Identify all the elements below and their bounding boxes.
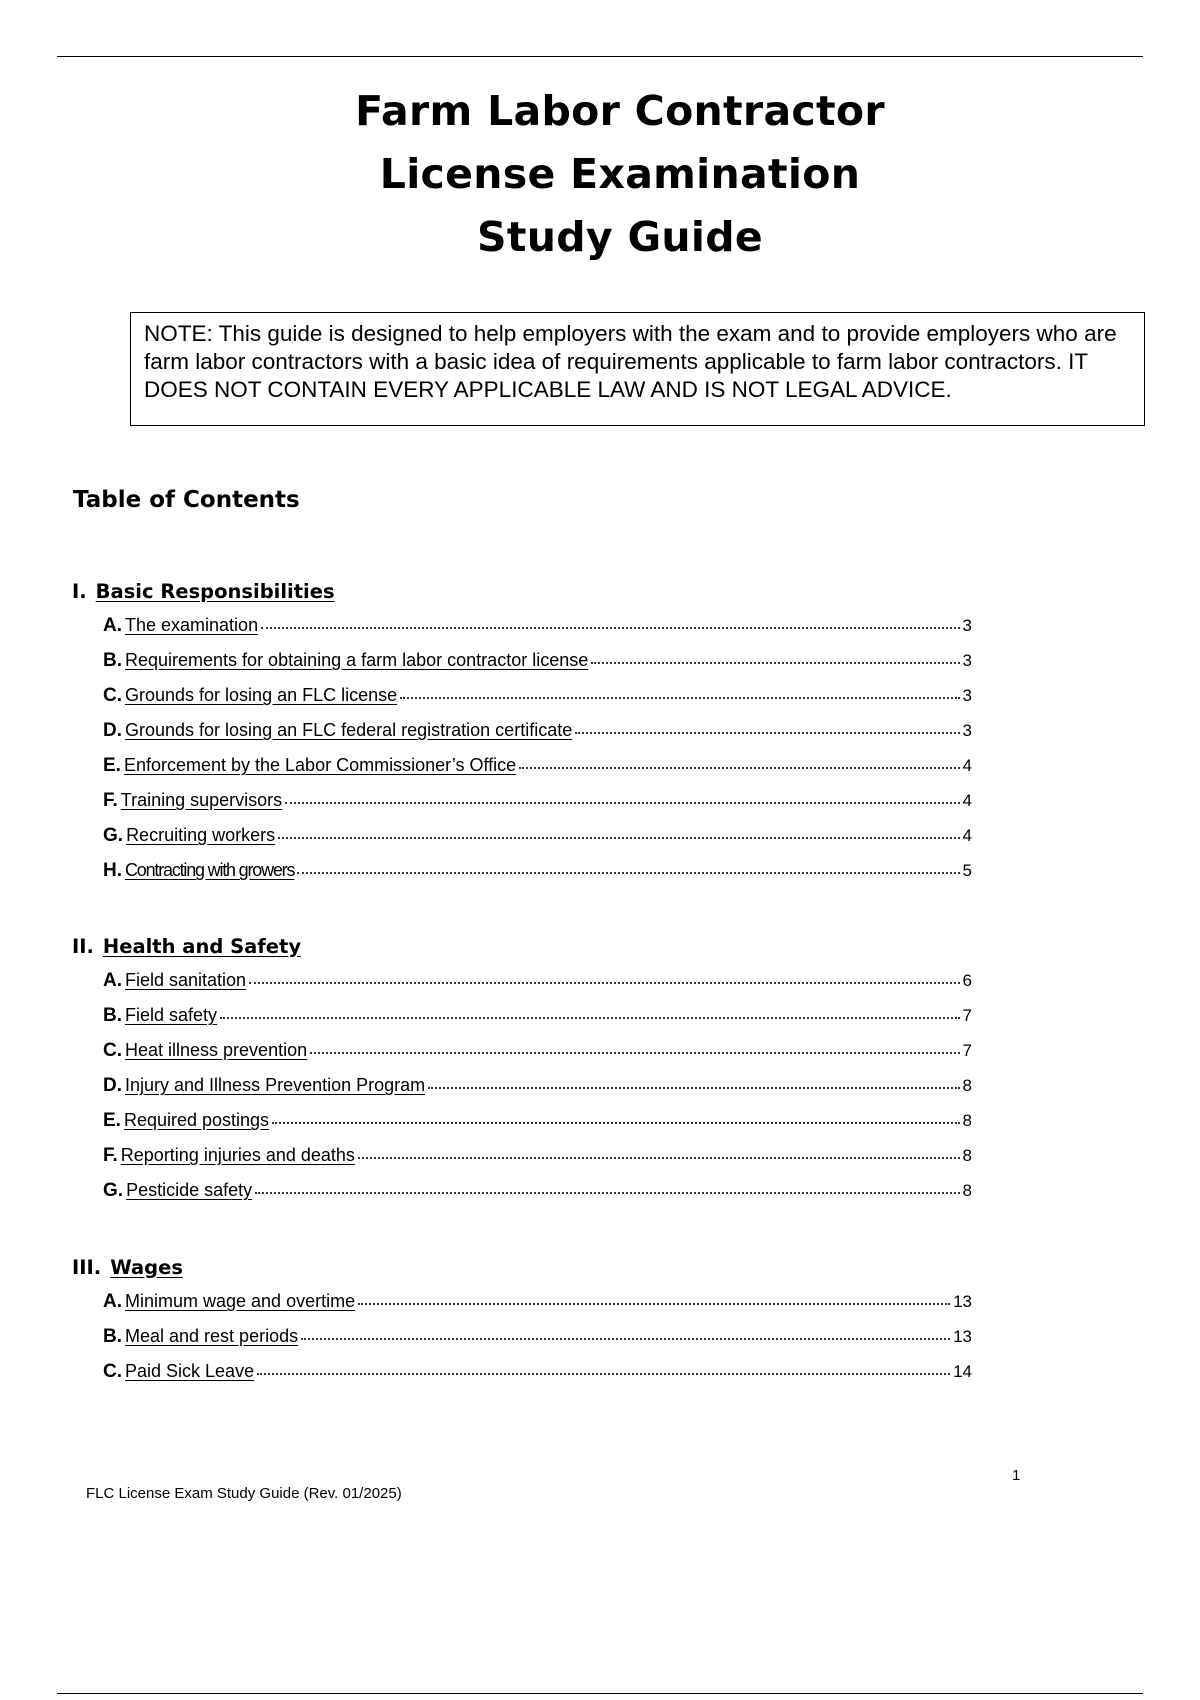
entry-page: 3 (962, 651, 972, 670)
dot-leader (428, 1087, 959, 1089)
entry-link[interactable]: The examination (125, 615, 259, 635)
entry-page: 8 (962, 1076, 972, 1095)
entry-letter: D. (103, 1075, 122, 1096)
toc-section-health-and-safety (72, 929, 972, 1208)
section-title (72, 929, 972, 963)
section-numeral: III. (72, 1255, 102, 1279)
dot-leader (400, 697, 959, 699)
toc-entry[interactable] (103, 963, 972, 998)
entry-page: 3 (962, 686, 972, 705)
entry-page: 7 (962, 1006, 972, 1025)
entry-letter: D. (103, 720, 122, 741)
entry-link[interactable]: Requirements for obtaining a farm labor contractor license (125, 650, 589, 670)
entry-page: 8 (962, 1146, 972, 1165)
entry-page: 4 (962, 791, 972, 810)
entry-letter: F. (103, 790, 118, 811)
toc-entry[interactable] (103, 1284, 972, 1319)
entry-link[interactable]: Injury and Illness Prevention Program (125, 1075, 426, 1095)
dot-leader (358, 1157, 960, 1159)
entry-page: 6 (962, 971, 972, 990)
dot-leader (358, 1303, 950, 1305)
page-number: 1 (1012, 1467, 1021, 1484)
entry-letter: H. (103, 860, 122, 881)
toc-entry[interactable] (103, 1068, 972, 1103)
entry-page: 4 (962, 756, 972, 775)
toc-entry[interactable] (103, 713, 972, 748)
entry-letter: B. (103, 1326, 122, 1347)
entry-page: 14 (953, 1362, 972, 1381)
entry-link[interactable]: Reporting injuries and deaths (120, 1145, 355, 1165)
toc-entry[interactable] (103, 1319, 972, 1354)
dot-leader (591, 662, 959, 664)
toc-entry[interactable] (103, 1103, 972, 1138)
entry-link[interactable]: Grounds for losing an FLC license (125, 685, 398, 705)
dot-leader (220, 1017, 959, 1019)
entry-letter: B. (103, 1005, 122, 1026)
entry-link[interactable]: Field safety (125, 1005, 218, 1025)
section-numeral: II. (72, 934, 94, 958)
document-title (0, 80, 1200, 269)
entry-link[interactable]: Field sanitation (125, 970, 247, 990)
entry-page: 7 (962, 1041, 972, 1060)
entry-link[interactable]: Grounds for losing an FLC federal registration certificate (125, 720, 573, 740)
entry-link[interactable]: Recruiting workers (126, 825, 276, 845)
section-link[interactable]: Health and Safety (102, 934, 302, 958)
top-rule (57, 56, 1143, 57)
entry-letter: A. (103, 970, 122, 991)
entry-link[interactable]: Training supervisors (120, 790, 283, 810)
entry-page: 13 (953, 1327, 972, 1346)
entry-link[interactable]: Meal and rest periods (125, 1326, 299, 1346)
section-title (72, 574, 972, 608)
entry-letter: C. (103, 1040, 122, 1061)
toc-entry[interactable] (103, 853, 972, 888)
entry-page: 3 (962, 616, 972, 635)
footer-text: FLC License Exam Study Guide (Rev. 01/2025) (86, 1485, 402, 1502)
entry-page: 8 (962, 1111, 972, 1130)
entry-link[interactable]: Minimum wage and overtime (125, 1291, 356, 1311)
entry-letter: B. (103, 650, 122, 671)
entry-letter: F. (103, 1145, 118, 1166)
entry-page: 4 (962, 826, 972, 845)
dot-leader (255, 1192, 959, 1194)
entry-letter: G. (103, 825, 124, 846)
dot-leader (261, 627, 959, 629)
entry-letter: A. (103, 615, 122, 636)
toc-entry[interactable] (103, 998, 972, 1033)
entry-letter: G. (103, 1180, 124, 1201)
entry-link[interactable]: Pesticide safety (126, 1180, 253, 1200)
entry-page: 3 (962, 721, 972, 740)
title-line-2: License Examination (379, 150, 861, 198)
toc-entry[interactable] (103, 1173, 972, 1208)
toc-section-basic-responsibilities (72, 574, 972, 888)
dot-leader (249, 982, 959, 984)
toc-entry[interactable] (103, 1354, 972, 1389)
disclaimer-note: NOTE: This guide is designed to help employers with the exam and to provide employers who are farm labor contractors with a basic idea of requirements applicable to farm labor contractors. IT DOES NOT CONTAIN EVERY APPLICABLE LAW AND IS NOT LEGAL ADVICE. (130, 312, 1145, 426)
entry-page: 13 (953, 1292, 972, 1311)
entry-link[interactable]: Contracting with growers (125, 860, 295, 880)
entry-link[interactable]: Required postings (123, 1110, 270, 1130)
dot-leader (278, 837, 959, 839)
section-link[interactable]: Wages (110, 1255, 183, 1279)
entry-page: 8 (962, 1181, 972, 1200)
section-title (72, 1250, 972, 1284)
toc-entry[interactable] (103, 1033, 972, 1068)
entry-link[interactable]: Paid Sick Leave (125, 1361, 255, 1381)
entry-letter: C. (103, 685, 122, 706)
entry-link[interactable]: Enforcement by the Labor Commissioner’s Office (123, 755, 517, 775)
entry-link[interactable]: Heat illness prevention (125, 1040, 308, 1060)
dot-leader (297, 872, 959, 874)
section-link[interactable]: Basic Responsibilities (95, 579, 335, 603)
toc-entry[interactable] (103, 818, 972, 853)
dot-leader (301, 1338, 950, 1340)
toc-entry[interactable] (103, 608, 972, 643)
toc-entry[interactable] (103, 783, 972, 818)
entry-letter: C. (103, 1361, 122, 1382)
dot-leader (575, 732, 959, 734)
dot-leader (257, 1373, 950, 1375)
toc-entry[interactable] (103, 678, 972, 713)
entry-page: 5 (962, 861, 972, 880)
dot-leader (310, 1052, 959, 1054)
title-line-1: Farm Labor Contractor (355, 87, 885, 135)
bottom-rule (57, 1693, 1143, 1694)
dot-leader (272, 1122, 959, 1124)
title-line-3: Study Guide (476, 213, 764, 261)
toc-entry[interactable] (103, 748, 972, 783)
toc-entry[interactable] (103, 643, 972, 678)
toc-entry[interactable] (103, 1138, 972, 1173)
entry-letter: E. (103, 755, 121, 776)
toc-heading: Table of Contents (73, 487, 300, 513)
dot-leader (285, 802, 959, 804)
entry-letter: E. (103, 1110, 121, 1131)
toc-section-wages (72, 1250, 972, 1389)
dot-leader (519, 767, 959, 769)
section-numeral: I. (72, 579, 87, 603)
entry-letter: A. (103, 1291, 122, 1312)
